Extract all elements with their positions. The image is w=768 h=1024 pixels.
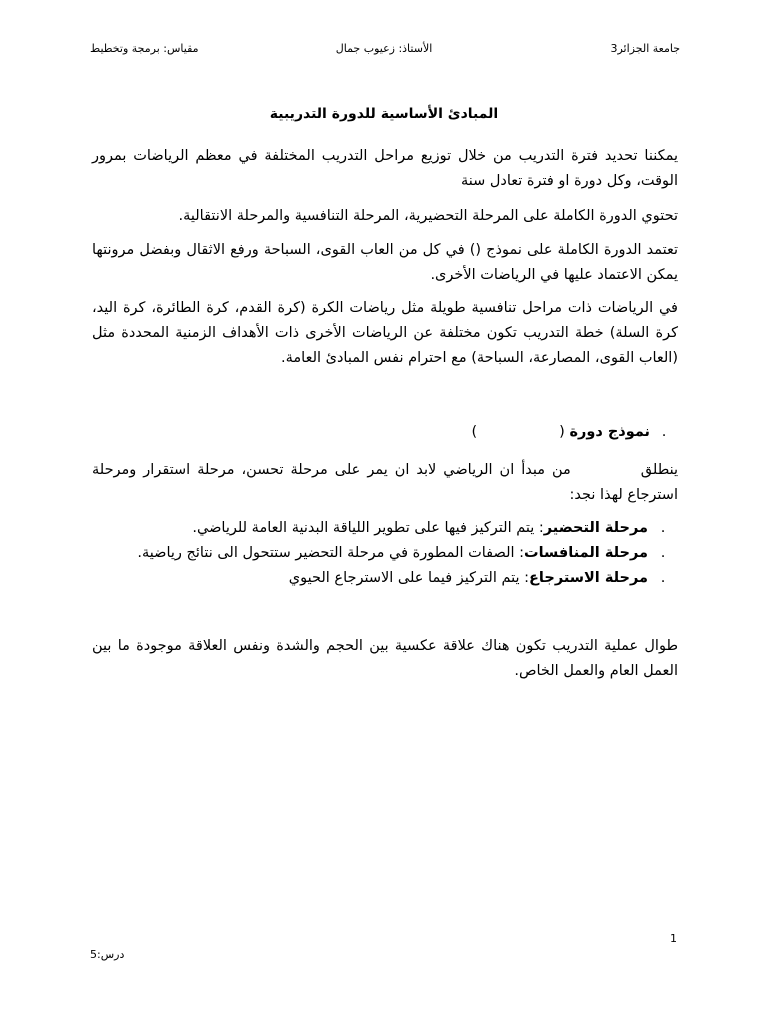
page-number: 1: [670, 932, 677, 945]
page-title: المبادئ الأساسية للدورة التدريبية: [269, 106, 499, 122]
paragraph-model-principle: [92, 458, 678, 508]
paragraph-full-cycle: تحتوي الدورة الكاملة على المرحلة التحضيرية، المرحلة التنافسية والمرحلة الانتقالية.: [178, 208, 678, 224]
phase-text: : يتم التركيز فيها على تطوير اللياقة البدنية العامة للرياضي.: [192, 520, 544, 536]
principle-rest: من مبدأ ان الرياضي لابد ان يمر على مرحلة تحسن، مرحلة استقرار ومرحلة استرجاع لهذا نجد:: [92, 462, 678, 503]
list-bullet: .: [660, 570, 666, 586]
header-course: مقياس: برمجة وتخطيط: [90, 42, 199, 55]
header-professor: الأستاذ: زعيوب جمال: [335, 42, 433, 55]
paragraph-periodization: يمكننا تحديد فترة التدريب من خلال توزيع مراحل التدريب المختلفة في معظم الرياضات بمرور الوقت، وكل دورة او فترة تعادل سنة: [92, 148, 678, 189]
phase-name: مرحلة المنافسات: [524, 545, 648, 561]
phase-text: : يتم التركيز فيما على الاسترجاع الحيوي: [288, 570, 530, 586]
list-bullet: .: [660, 545, 666, 561]
phase-name: مرحلة التحضير: [543, 520, 648, 536]
list-bullet: .: [660, 520, 666, 536]
phases-list: [92, 516, 678, 591]
model-open-paren: (: [559, 424, 565, 440]
list-item: [92, 516, 678, 541]
paragraph-model-usage: تعتمد الدورة الكاملة على نموذج () في كل من العاب القوى، السباحة ورفع الاثقال وبفضل مرونتها يمكن الاعتماد عليها في الرياضات الأخرى.: [92, 242, 678, 283]
model-heading-label: نموذج دورة: [569, 424, 650, 440]
list-item: [92, 541, 678, 566]
model-heading: [92, 424, 678, 440]
paragraph-volume-intensity: طوال عملية التدريب تكون هناك علاقة عكسية بين الحجم والشدة ونفس العلاقة موجودة ما بين العمل العام والعمل الخاص.: [92, 638, 678, 679]
list-item: [92, 566, 678, 591]
phase-name: مرحلة الاسترجاع: [529, 570, 648, 586]
header-university: جامعة الجزائر3: [610, 42, 680, 55]
paragraph-ball-sports: في الرياضات ذات مراحل تنافسية طويلة مثل رياضات الكرة (كرة القدم، كرة الطائرة، كرة اليد، كرة السلة) خطة التدريب تكون مختلفة عن الرياضات الأخرى ذات الأهداف الزمنية المحددة مثل (العاب القوى، المصارعة، السباحة) مع احترام نفس المبادئ العامة.: [92, 300, 678, 366]
principle-start: ينطلق: [640, 462, 678, 478]
phase-text: : الصفات المطورة في مرحلة التحضير ستتحول الى نتائج رياضية.: [137, 545, 525, 561]
footer-lesson: درس:5: [90, 948, 125, 961]
model-close-paren: ): [471, 424, 478, 440]
model-bullet: .: [661, 424, 667, 440]
